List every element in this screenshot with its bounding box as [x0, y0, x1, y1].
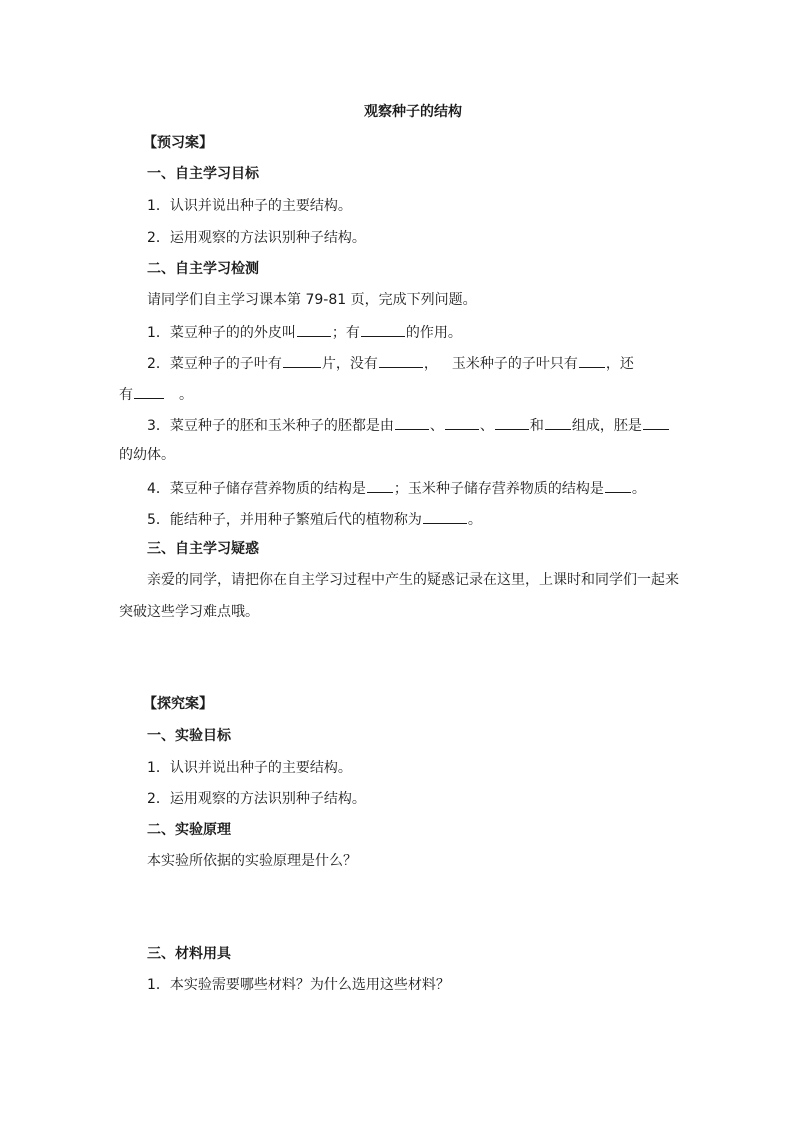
q4-text-a: 4．菜豆种子储存营养物质的结构是: [147, 481, 366, 497]
explore-section2-heading: 二、实验原理: [147, 822, 231, 838]
preview-section3-heading: 三、自主学习疑惑: [147, 541, 259, 557]
q3-blank-1[interactable]: [395, 415, 429, 430]
question-3-continued: 的幼体。: [119, 447, 175, 463]
preview-goal-1: 1．认识并说出种子的主要结构。: [147, 198, 352, 214]
q2-blank-1[interactable]: [283, 353, 321, 368]
q4-blank-2[interactable]: [605, 478, 631, 493]
explore-section2-text: 本实验所依据的实验原理是什么？: [147, 853, 357, 869]
question-5: [147, 509, 482, 527]
q2-text-a: 2．菜豆种子的子叶有: [147, 356, 282, 372]
preview-goal-2: 2．运用观察的方法识别种子结构。: [147, 230, 366, 246]
q5-text-b: 。: [467, 512, 482, 528]
explore-goal-1: 1．认识并说出种子的主要结构。: [147, 760, 352, 776]
q1-text-b: ；有: [331, 325, 360, 341]
explore-goal-2: 2．运用观察的方法识别种子结构。: [147, 791, 366, 807]
q2-text-b: 片，没有: [321, 356, 378, 372]
q5-text-a: 5．能结种子，并用种子繁殖后代的植物称为: [147, 512, 422, 528]
q2-text-e: ，还: [605, 356, 634, 372]
preview-section2-intro: 请同学们自主学习课本第 79-81 页，完成下列问题。: [147, 292, 477, 308]
q3-blank-2[interactable]: [445, 415, 479, 430]
explore-section3-text: 1．本实验需要哪些材料？为什么选用这些材料？: [147, 977, 450, 993]
q1-text-c: 的作用。: [405, 325, 462, 341]
q3-text-e: 组成，胚是: [571, 418, 642, 434]
question-4: [147, 478, 646, 496]
question-1: [147, 322, 462, 340]
preview-section1-heading: 一、自主学习目标: [147, 166, 259, 182]
question-2-continued: [119, 384, 193, 402]
q2-blank-3[interactable]: [579, 353, 605, 368]
q2-blank-4[interactable]: [134, 384, 164, 399]
preview-section2-heading: 二、自主学习检测: [147, 261, 259, 277]
q3-text-a: 3．菜豆种子的胚和玉米种子的胚都是由: [147, 418, 394, 434]
q2-text-c: ，: [423, 356, 438, 372]
q3-text-d: 和: [529, 418, 544, 434]
q3-blank-3[interactable]: [495, 415, 529, 430]
preview-section3-line2: 突破这些学习难点哦。: [119, 604, 259, 620]
q2-blank-2[interactable]: [379, 353, 423, 368]
q4-text-b: ；玉米种子储存营养物质的结构是: [393, 481, 604, 497]
question-3: [147, 415, 670, 433]
q4-text-c: 。: [631, 481, 646, 497]
q2-text-g: 。: [179, 387, 193, 403]
q2-text-d: 玉米种子的子叶只有: [451, 356, 578, 372]
q2-text-f: 有: [119, 387, 133, 403]
preview-header: 【预习案】: [143, 135, 213, 151]
q3-blank-5[interactable]: [643, 415, 669, 430]
page-title: 观察种子的结构: [364, 104, 462, 120]
q5-blank-1[interactable]: [423, 509, 467, 524]
q1-blank-1[interactable]: [297, 322, 331, 337]
preview-section3-line1: 亲爱的同学，请把你在自主学习过程中产生的疑惑记录在这里，上课时和同学们一起来: [147, 572, 679, 588]
q1-blank-2[interactable]: [361, 322, 405, 337]
q3-text-b: 、: [429, 418, 444, 434]
q4-blank-1[interactable]: [367, 478, 393, 493]
explore-section3-heading: 三、材料用具: [147, 946, 231, 962]
question-2: [147, 353, 634, 371]
explore-section1-heading: 一、实验目标: [147, 728, 231, 744]
explore-header: 【探究案】: [143, 696, 213, 712]
q3-text-c: 、: [479, 418, 494, 434]
q3-blank-4[interactable]: [545, 415, 571, 430]
q1-text-a: 1．菜豆种子的的外皮叫: [147, 325, 296, 341]
